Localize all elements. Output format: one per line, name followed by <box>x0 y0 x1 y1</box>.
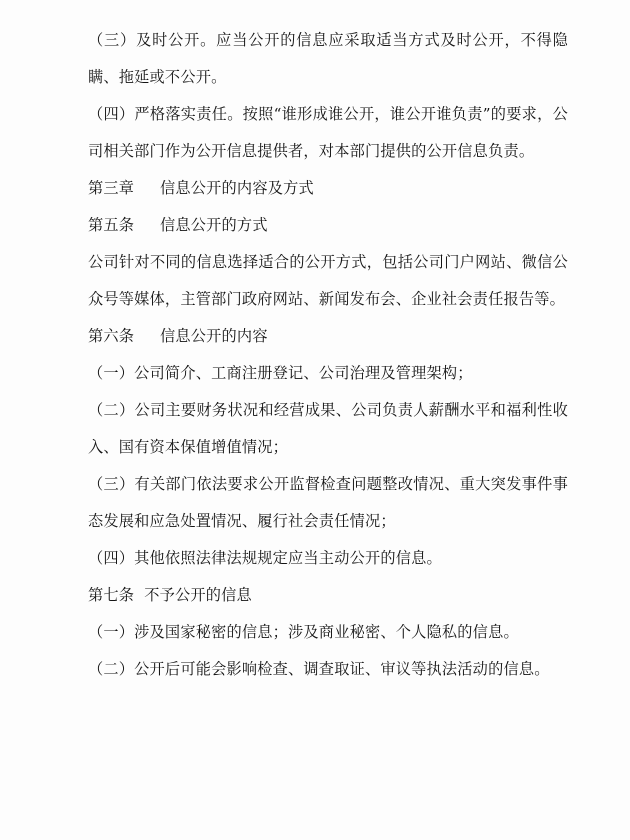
heading-article-5-text: 信息公开的方式 <box>160 216 268 234</box>
document-body <box>88 22 568 688</box>
paragraph-article-6-item-4: （四）其他依照法律法规规定应当主动公开的信息。 <box>88 549 442 567</box>
paragraph-article-7-item-2: （二）公开后可能会影响检查、调查取证、审议等执法活动的信息。 <box>88 660 550 678</box>
paragraph-clause-3: （三）及时公开。应当公开的信息应采取适当方式及时公开，不得隐瞒、拖延或不公开。 <box>88 31 568 86</box>
paragraph-article-6-item-2: （二）公司主要财务状况和经营成果、公司负责人薪酬水平和福利性收入、国有资本保值增值情况； <box>88 401 568 456</box>
heading-article-5-label: 第五条 <box>88 216 135 234</box>
heading-chapter-3-label: 第三章 <box>88 179 135 197</box>
paragraph-article-5-body: 公司针对不同的信息选择适合的公开方式，包括公司门户网站、微信公众号等媒体，主管部门政府网站、新闻发布会、企业社会责任报告等。 <box>88 253 568 308</box>
paragraph-clause-4: （四）严格落实责任。按照“谁形成谁公开，谁公开谁负责”的要求，公司相关部门作为公开信息提供者，对本部门提供的公开信息负责。 <box>88 105 568 160</box>
heading-article-7 <box>88 577 568 614</box>
heading-article-5 <box>88 207 568 244</box>
paragraph-article-6-item-3: （三）有关部门依法要求公开监督检查问题整改情况、重大突发事件事态发展和应急处置情况、履行社会责任情况； <box>88 475 568 530</box>
heading-article-7-text: 不予公开的信息 <box>144 586 252 604</box>
heading-article-6 <box>88 318 568 355</box>
heading-chapter-3 <box>88 170 568 207</box>
heading-article-7-label: 第七条 <box>88 586 135 604</box>
heading-article-6-label: 第六条 <box>88 327 135 345</box>
heading-chapter-3-text: 信息公开的内容及方式 <box>160 179 314 197</box>
paragraph-article-6-item-1: （一）公司简介、工商注册登记、公司治理及管理架构； <box>88 364 473 382</box>
paragraph-article-7-item-1: （一）涉及国家秘密的信息；涉及商业秘密、个人隐私的信息。 <box>88 623 519 641</box>
heading-article-6-text: 信息公开的内容 <box>160 327 268 345</box>
